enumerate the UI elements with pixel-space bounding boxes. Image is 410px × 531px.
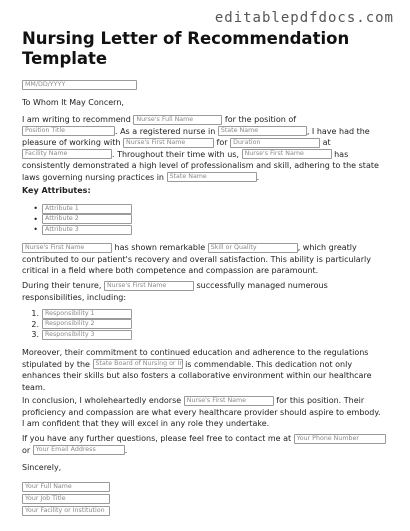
text: . Throughout their time with us, <box>112 149 240 159</box>
bullet-icon: • <box>33 204 38 213</box>
bullet-icon: • <box>33 225 38 234</box>
closing <box>22 462 394 474</box>
text: . <box>256 172 260 182</box>
text: , which greatly <box>297 243 357 252</box>
text: consistently demonstrated a high level of professionalism and skill, adhering to the state <box>22 161 379 170</box>
signature-block <box>22 481 394 517</box>
skill-quality-field[interactable]: Skill or Quality <box>208 243 298 253</box>
facility-name-field[interactable]: Facility Name <box>22 149 112 159</box>
list-number: 1. <box>31 309 39 318</box>
nurse-first-name-field[interactable]: Nurse's First Name <box>184 396 274 406</box>
paragraph-recommendation <box>22 114 394 183</box>
text: . <box>124 445 128 455</box>
text: responsibilities, including: <box>22 292 127 302</box>
responsibilities-list <box>22 308 394 340</box>
list-item <box>22 214 394 225</box>
list-item <box>22 224 394 235</box>
list-item <box>22 308 394 319</box>
key-attributes-heading: Key Attributes: <box>22 186 91 195</box>
phone-number-field[interactable]: Your Phone Number <box>294 434 386 444</box>
state-board-field[interactable]: State Board of Nursing or Ir <box>93 359 183 369</box>
text: In conclusion, I wholeheartedly endorse <box>22 396 182 405</box>
text: I am confident that they will excel in any role they undertake. <box>22 419 270 428</box>
responsibility-3-field[interactable]: Responsibility 3 <box>42 330 132 340</box>
text: . As a registered nurse in <box>115 126 216 136</box>
text: During their tenure, <box>22 281 102 290</box>
date-field[interactable]: MM/DD/YYYY <box>22 80 137 90</box>
paragraph-contact <box>22 433 394 456</box>
nurse-full-name-field[interactable]: Nurse's Full Name <box>133 115 222 125</box>
duration-field[interactable]: Duration <box>230 138 320 148</box>
text: successfully managed numerous <box>196 281 328 290</box>
responsibility-1-field[interactable]: Responsibility 1 <box>42 309 132 319</box>
attribute-1-field[interactable]: Attribute 1 <box>42 204 132 214</box>
list-item <box>22 203 394 214</box>
text: for this position. Their <box>276 396 365 405</box>
text: for <box>216 138 228 147</box>
text: critical in a field where both competence and compassion are paramount. <box>22 266 319 275</box>
text: If you have any further questions, please feel free to contact me at <box>22 434 292 443</box>
greeting-text: To Whom It May Concern, <box>22 98 124 107</box>
paragraph-education <box>22 347 394 393</box>
key-attributes-section <box>22 185 394 197</box>
list-item <box>22 319 394 330</box>
text: , I have had the <box>306 126 370 136</box>
text: pleasure of working with <box>22 138 121 147</box>
nurse-first-name-field[interactable]: Nurse's First Name <box>123 138 214 148</box>
paragraph-tenure <box>22 280 394 303</box>
job-title-field[interactable]: Your Job Title <box>22 494 110 504</box>
facility-institution-field[interactable]: Your Facility or Institution <box>22 506 110 516</box>
nurse-first-name-field[interactable]: Nurse's First Name <box>242 149 332 159</box>
text: contributed to our patient's recovery and overall satisfaction. This ability is particularly <box>22 254 371 264</box>
text: is commendable. This dedication not only <box>185 359 353 369</box>
attributes-list <box>22 203 394 235</box>
text: has shown remarkable <box>114 243 206 252</box>
text: Moreover, their commitment to continued education and adherence to the regulations <box>22 348 369 357</box>
date-block <box>22 79 394 91</box>
email-address-field[interactable]: Your Email Address <box>33 445 125 455</box>
attribute-3-field[interactable]: Attribute 3 <box>42 225 132 235</box>
paragraph-skill <box>22 242 394 277</box>
text: proficiency and compassion are what every healthcare provider should aspire to embody. <box>22 407 381 417</box>
nurse-first-name-field[interactable]: Nurse's First Name <box>22 243 112 253</box>
paragraph-conclusion <box>22 395 394 430</box>
state-name-field[interactable]: State Name <box>167 172 257 182</box>
position-title-field[interactable]: Position Title <box>22 126 115 136</box>
text: laws governing nursing practices in <box>22 172 165 182</box>
list-item <box>22 329 394 340</box>
state-name-field[interactable]: State Name <box>218 126 307 136</box>
list-number: 3. <box>31 330 39 339</box>
text: has <box>334 149 349 159</box>
closing-text: Sincerely, <box>22 463 62 472</box>
text: team. <box>22 382 46 392</box>
attribute-2-field[interactable]: Attribute 2 <box>42 214 132 224</box>
greeting <box>22 97 394 109</box>
text: or <box>22 445 31 455</box>
list-number: 2. <box>31 319 39 329</box>
text: stipulated by the <box>22 359 90 369</box>
bullet-icon: • <box>33 214 38 224</box>
responsibility-2-field[interactable]: Responsibility 2 <box>42 319 132 329</box>
text: for the position of <box>224 115 297 124</box>
nurse-first-name-field[interactable]: Nurse's First Name <box>104 281 194 291</box>
site-watermark: editablepdfdocs.com <box>214 10 394 26</box>
text: at <box>322 138 331 147</box>
text: enhances their skills but also fosters a collaborative environment within our healthcare <box>22 371 372 380</box>
full-name-field[interactable]: Your Full Name <box>22 482 110 492</box>
page-title: Nursing Letter of Recommendation Template <box>22 29 350 68</box>
text: I am writing to recommend <box>22 115 131 124</box>
